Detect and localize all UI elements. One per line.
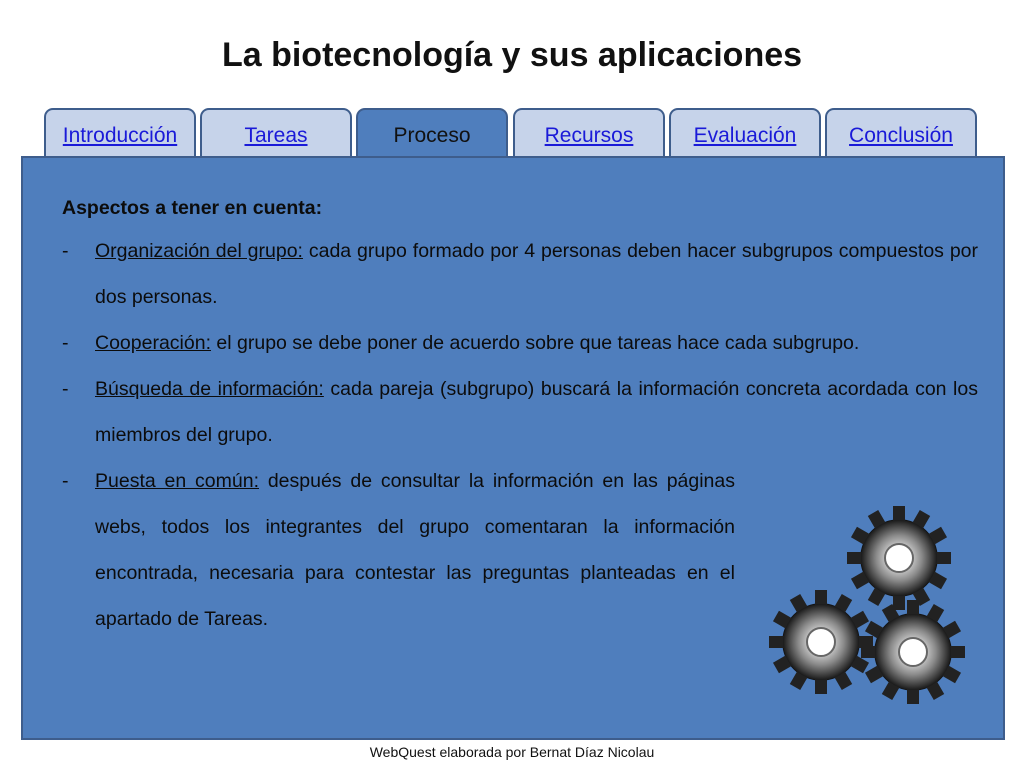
tab-evaluacion[interactable] <box>669 108 821 160</box>
list-dash: - <box>62 240 69 262</box>
item-term: Puesta en común: <box>95 470 259 492</box>
tab-conclusion-link[interactable]: Conclusión <box>849 124 953 147</box>
item-text: cada grupo formado por 4 personas deben hacer subgrupos compuestos por dos personas. <box>95 240 978 308</box>
list-dash: - <box>62 332 69 354</box>
item-term: Búsqueda de información: <box>95 378 324 400</box>
item-term: Cooperación: <box>95 332 211 354</box>
gears-icon <box>765 502 975 707</box>
tab-conclusion[interactable] <box>825 108 977 160</box>
tab-introduccion[interactable] <box>44 108 196 160</box>
tab-evaluacion-link[interactable]: Evaluación <box>693 124 797 147</box>
item-text: después de consultar la información en las páginas webs, todos los integrantes del grupo comentaran la información encontrada, necesaria para contestar las preguntas planteadas en el apartado de Tareas. <box>95 470 736 630</box>
list-item <box>62 366 978 458</box>
list-item <box>62 320 978 366</box>
list-dash: - <box>62 378 69 400</box>
tab-recursos-link[interactable]: Recursos <box>544 124 634 147</box>
tab-introduccion-link[interactable]: Introducción <box>62 124 178 147</box>
page-title: La biotecnología y sus aplicaciones <box>221 36 803 74</box>
tab-tareas[interactable] <box>200 108 352 160</box>
tab-proceso[interactable] <box>356 108 508 160</box>
list-item <box>62 228 978 320</box>
item-text: el grupo se debe poner de acuerdo sobre que tareas hace cada subgrupo. <box>211 332 860 354</box>
tab-recursos[interactable] <box>513 108 665 160</box>
item-text: cada pareja (subgrupo) buscará la información concreta acordada con los miembros del grupo. <box>95 378 978 446</box>
list-item <box>62 458 735 642</box>
list-dash: - <box>62 470 69 492</box>
footer-credit: WebQuest elaborada por Bernat Díaz Nicolau <box>369 744 655 760</box>
item-term: Organización del grupo: <box>95 240 303 262</box>
tab-tareas-link[interactable]: Tareas <box>244 124 308 147</box>
tab-proceso-label: Proceso <box>393 124 471 147</box>
content-heading: Aspectos a tener en cuenta: <box>62 197 323 219</box>
